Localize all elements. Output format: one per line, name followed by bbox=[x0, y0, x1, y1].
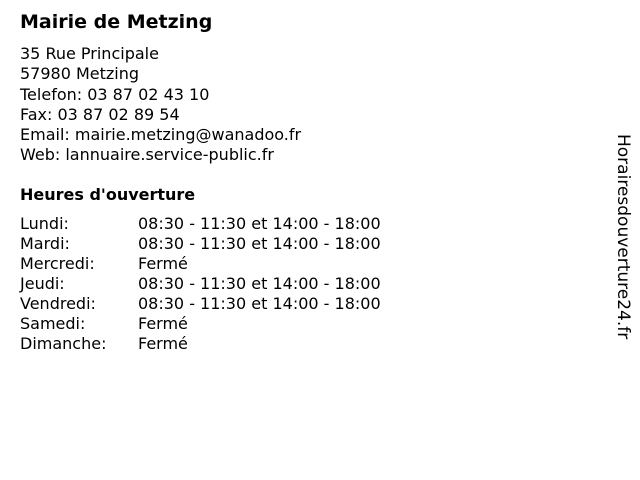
day-hours: 08:30 - 11:30 et 14:00 - 18:00 bbox=[138, 213, 381, 233]
day-label: Mardi: bbox=[20, 233, 70, 253]
address-city: 57980 Metzing bbox=[20, 64, 140, 84]
place-title: Mairie de Metzing bbox=[20, 11, 213, 33]
web-line: Web: lannuaire.service-public.fr bbox=[20, 145, 274, 165]
day-label: Samedi: bbox=[20, 314, 86, 334]
opening-hours-list bbox=[20, 214, 580, 355]
hours-row-monday bbox=[20, 214, 580, 234]
day-hours: 08:30 - 11:30 et 14:00 - 18:00 bbox=[138, 274, 381, 294]
hours-row-saturday bbox=[20, 314, 580, 334]
hours-row-wednesday bbox=[20, 254, 580, 274]
phone-line: Telefon: 03 87 02 43 10 bbox=[20, 84, 210, 104]
day-hours: Fermé bbox=[138, 314, 188, 334]
hours-row-thursday bbox=[20, 274, 580, 294]
day-label: Vendredi: bbox=[20, 294, 96, 314]
place-info-card bbox=[20, 10, 580, 354]
day-label: Lundi: bbox=[20, 213, 69, 233]
address-street: 35 Rue Principale bbox=[20, 44, 159, 63]
site-brand-vertical: Horairesdouverture24.fr bbox=[613, 134, 633, 340]
day-label: Mercredi: bbox=[20, 253, 95, 273]
day-label: Jeudi: bbox=[20, 274, 65, 294]
fax-line: Fax: 03 87 02 89 54 bbox=[20, 104, 180, 124]
opening-hours-heading: Heures d'ouverture bbox=[20, 184, 196, 204]
day-hours: Fermé bbox=[138, 334, 188, 354]
day-hours: 08:30 - 11:30 et 14:00 - 18:00 bbox=[138, 233, 381, 253]
day-hours: 08:30 - 11:30 et 14:00 - 18:00 bbox=[138, 294, 381, 314]
email-line: Email: mairie.metzing@wanadoo.fr bbox=[20, 125, 302, 145]
day-label: Dimanche: bbox=[20, 334, 107, 354]
hours-row-tuesday bbox=[20, 234, 580, 254]
day-hours: Fermé bbox=[138, 253, 188, 273]
hours-row-friday bbox=[20, 294, 580, 314]
hours-row-sunday bbox=[20, 334, 580, 354]
